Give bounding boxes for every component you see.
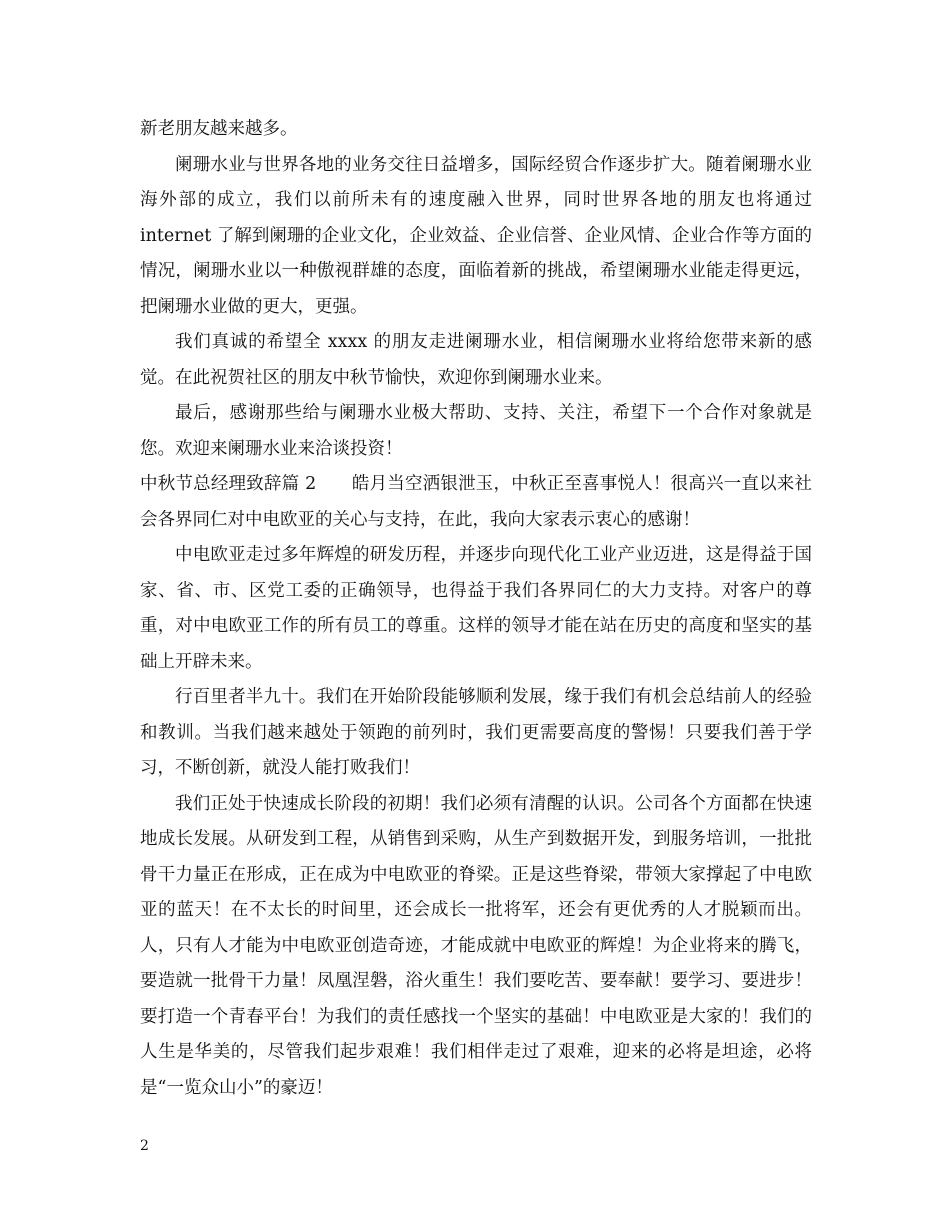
paragraph-lanshan-thanks: 最后，感谢那些给与阑珊水业极大帮助、支持、关注，希望下一个合作对象就是您。欢迎来阑珊水业来洽谈投资！ (140, 403, 812, 459)
paragraph-continuation: 新老朋友越来越多。 (140, 119, 298, 139)
document-body (140, 112, 812, 1106)
page-number: 2 (140, 1138, 149, 1154)
paragraph-growth-stage: 我们正处于快速成长阶段的初期！我们必须有清醒的认识。公司各个方面都在快速地成长发展。从研发到工程，从销售到采购，从生产到数据开发，到服务培训，一批批骨干力量正在形成，正在成为中电欧亚的脊梁。正是这些脊梁，带领大家撑起了中电欧亚的蓝天！在不太长的时间里，还会成长一批将军，还会有更优秀的人才脱颖而出。人，只有人才能为中电欧亚创造奇迹，才能成就中电欧亚的辉煌！为企业将来的腾飞，要造就一批骨干力量！凤凰涅磐，浴火重生！我们要吃苦、要奉献！要学习、要进步！要打造一个青春平台！为我们的责任感找一个坚实的基础！中电欧亚是大家的！我们的人生是华美的，尽管我们起步艰难！我们相伴走过了艰难，迎来的必将是坦途，必将是“一览众山小”的豪迈！ (140, 793, 812, 1098)
paragraph-lanshan-invitation: 我们真诚的希望全 xxxx 的朋友走进阑珊水业，相信阑珊水业将给您带来新的感觉。在此祝贺社区的朋友中秋节愉快，欢迎你到阑珊水业来。 (140, 332, 812, 388)
paragraph-lanshan-international: 阑珊水业与世界各地的业务交往日益增多，国际经贸合作逐步扩大。随着阑珊水业海外部的成立，我们以前所未有的速度融入世界，同时世界各地的朋友也将通过 internet 了解到阑珊的企业文化，企业效益、企业信誉、企业风情、企业合作等方面的情况，阑珊水业以一种傲视群雄的态度，面临着新的挑战，希望阑珊水业能走得更远，把阑珊水业做的更大，更强。 (140, 154, 812, 317)
paragraph-development-history: 中电欧亚走过多年辉煌的研发历程，并逐步向现代化工业产业迈进，这是得益于国家、省、市、区党工委的正确领导，也得益于我们各界同仁的大力支持。对客户的尊重，对中电欧亚工作的所有员工的尊重。这样的领导才能在站在历史的高度和坚实的基础上开辟未来。 (140, 545, 812, 672)
paragraph-speech-2-opening: 中秋节总经理致辞篇 2 皓月当空洒银泄玉，中秋正至喜事悦人！很高兴一直以来社会各界同仁对中电欧亚的关心与支持，在此，我向大家表示衷心的感谢！ (140, 474, 812, 530)
paragraph-vigilance: 行百里者半九十。我们在开始阶段能够顺利发展，缘于我们有机会总结前人的经验和教训。当我们越来越处于领跑的前列时，我们更需要高度的警惕！只要我们善于学习，不断创新，就没人能打败我们！ (140, 687, 812, 778)
